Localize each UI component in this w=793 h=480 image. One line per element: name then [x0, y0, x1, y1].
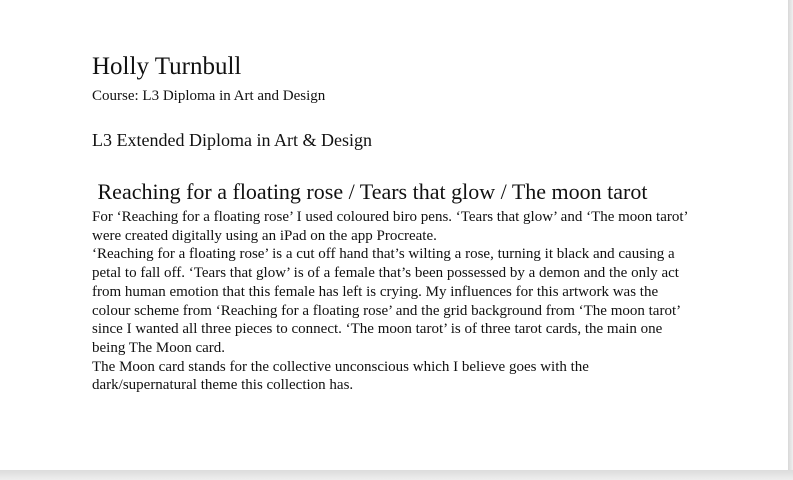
- course-label: Course: L3 Diploma in Art and Design: [92, 88, 326, 104]
- page-right-shadow: [788, 0, 793, 480]
- page-bottom-shadow: [0, 470, 793, 480]
- author-name: Holly Turnbull: [92, 53, 242, 80]
- paragraph-description: ‘Reaching for a floating rose’ is a cut off hand that’s wilting a rose, turning it black and causing a petal to fall off. ‘Tears that glow’ is of a female that’s been possessed by a demon and the only act from human emotion that this female has left is crying. My influences for this artwork was the colour scheme from ‘Reaching for a floating rose’ and the grid background from ‘The moon tarot’ since I wanted all three pieces to connect. ‘The moon tarot’ is of three tarot cards, the main one being The Moon card.: [92, 246, 680, 356]
- paragraph-moon-card: The Moon card stands for the collective unconscious which I believe goes with the dark/supernatural theme this collection has.: [92, 358, 589, 394]
- description-body: [92, 208, 692, 395]
- artwork-title: Reaching for a floating rose / Tears that glow / The moon tarot: [92, 179, 648, 204]
- diploma-heading: L3 Extended Diploma in Art & Design: [92, 130, 372, 150]
- paragraph-materials: For ‘Reaching for a floating rose’ I used coloured biro pens. ‘Tears that glow’ and ‘The moon tarot’ were created digitally using an iPad on the app Procreate.: [92, 209, 688, 244]
